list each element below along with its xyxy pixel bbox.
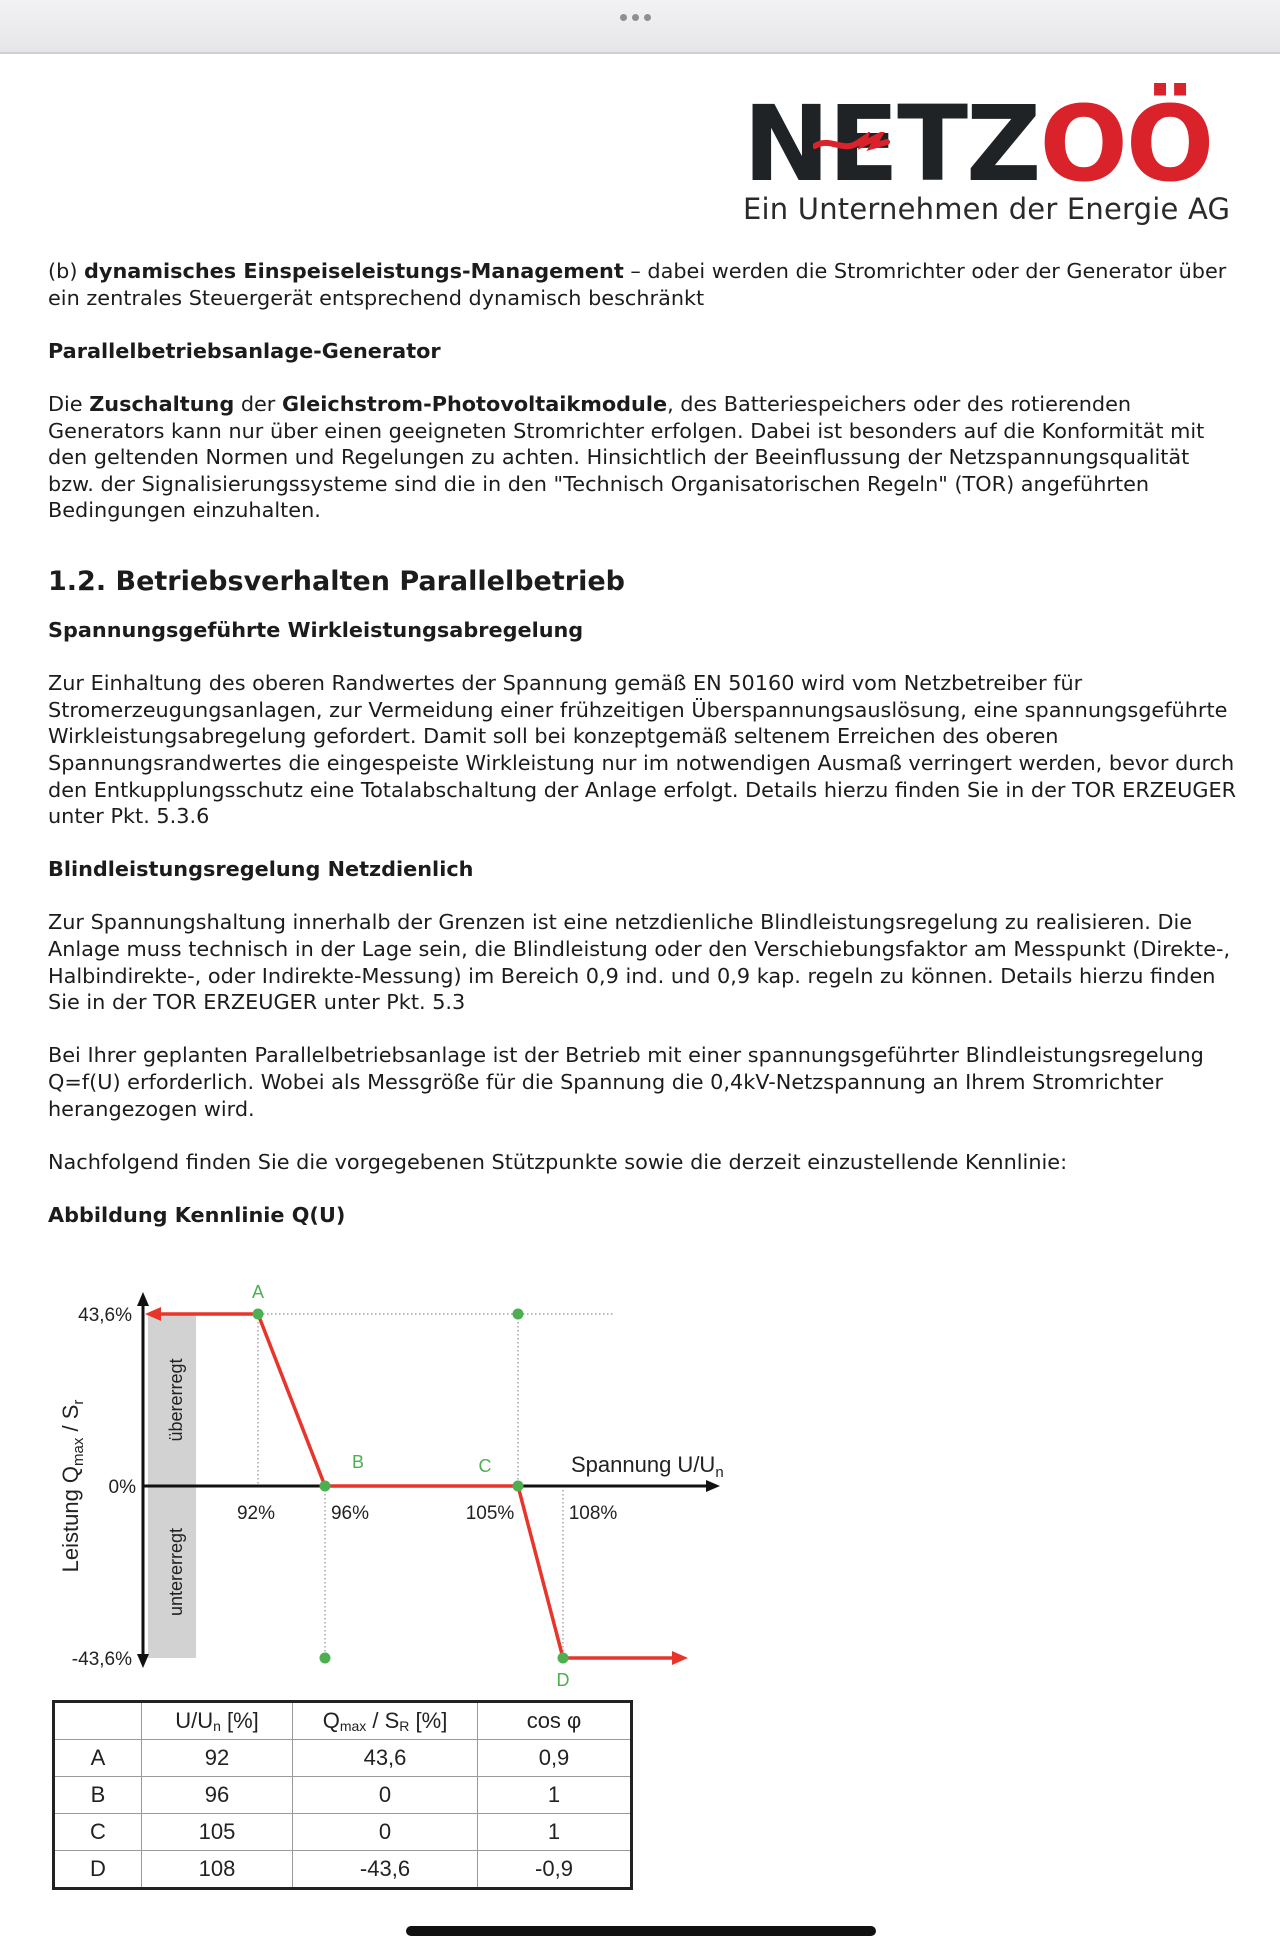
bold-run: Zuschaltung (89, 391, 235, 416)
table-cell: 1 (478, 1777, 632, 1814)
logo-wordmark (743, 83, 1223, 205)
logo-word-netz: NETZ (743, 83, 1040, 205)
point-label-c: C (478, 1456, 492, 1476)
table-header-cell (142, 1702, 293, 1740)
y-axis-arrow-down (137, 1654, 149, 1668)
series-arrow-right (672, 1651, 688, 1665)
table-row (54, 1814, 632, 1851)
wirkleistung-paragraph: Zur Einhaltung des oberen Randwertes der Spannung gemäß EN 50160 wird vom Netzbetreiber für Stromerzeugungsanlagen, zur Vermeidung einer frühzeitigen Überspannungsauslösung, eine spannungsgeführte Wirkleistungsabregelung gefordert. Damit soll bei konzeptgemäß seltenem Erreichen des oberen Spannungsrandwertes die eingespeiste Wirkleistung nur im notwendigen Ausmaß verringert werden, bevor durch den Entkupplungsschutz eine Totalabschaltung der Anlage erfolgt. Details hierzu finden Sie in der TOR ERZEUGER unter Pkt. 5.3.6 (48, 671, 1237, 829)
section-title: 1.2. Betriebsverhalten Parallelbetrieb (48, 565, 625, 597)
table-header-row (54, 1702, 632, 1740)
bold-run: Gleichstrom-Photovoltaikmodule (281, 391, 668, 416)
header-text: / S (366, 1708, 400, 1733)
y-tick-label: -43,6% (71, 1649, 132, 1670)
item-b-prefix: (b) (48, 259, 85, 283)
viewer-toolbar (0, 0, 1280, 54)
document-body (48, 258, 1238, 1255)
support-points-table-wrap (52, 1700, 633, 1890)
guide-marker-top (513, 1309, 524, 1320)
generator-paragraph (48, 391, 1238, 524)
band-label-lower: untererregt (166, 1527, 186, 1617)
table-cell: C (54, 1814, 142, 1851)
more-options-icon[interactable] (620, 14, 651, 21)
data-point-d (558, 1653, 569, 1664)
header-sub: n (213, 1718, 221, 1734)
x-tick-label: 92% (236, 1503, 276, 1524)
heading-wirkleistung: Spannungsgeführte Wirkleistungsabregelung (48, 617, 584, 642)
table-row (54, 1777, 632, 1814)
y-tick-label: 0% (108, 1477, 136, 1498)
x-tick-label: 108% (568, 1503, 618, 1524)
item-b-bold: dynamisches Einspeiseleistungs-Management (84, 259, 624, 283)
table-cell: 0,9 (478, 1740, 632, 1777)
table-cell: 105 (142, 1814, 293, 1851)
table-cell: D (54, 1851, 142, 1889)
table-header-cell (293, 1702, 478, 1740)
x-tick-label: 105% (465, 1503, 515, 1524)
table-cell: -43,6 (293, 1851, 478, 1889)
heading-figure: Abbildung Kennlinie Q(U) (48, 1203, 346, 1227)
logo-subtitle: Ein Unternehmen der Energie AG (743, 192, 1231, 226)
header-sub: R (399, 1718, 410, 1734)
header-text: [%] (220, 1708, 259, 1733)
data-point-b (320, 1481, 331, 1492)
blindleistung-paragraph-3: Nachfolgend finden Sie die vorgegebenen Stützpunkte sowie die derzeit einzustellende Kennlinie: (48, 1149, 1068, 1174)
data-point-a (253, 1309, 264, 1320)
header-text: Q (322, 1708, 340, 1733)
table-cell: 108 (142, 1851, 293, 1889)
company-logo (743, 83, 1231, 226)
data-point-c (513, 1481, 524, 1492)
y-tick-label: 43,6% (78, 1305, 132, 1326)
header-sub: max (339, 1718, 367, 1734)
point-label-b: B (351, 1452, 365, 1472)
guide-marker-bottom (320, 1653, 331, 1664)
item-b-text: – dabei werden die Stromrichter oder der Generator über ein zentrales Steuergerät entsprechend dynamisch beschränkt (48, 259, 1227, 310)
table-cell: A (54, 1740, 142, 1777)
table-cell: 0 (293, 1814, 478, 1851)
y-axis-arrow-up (137, 1292, 149, 1306)
home-indicator[interactable] (406, 1926, 876, 1936)
point-label-d: D (556, 1670, 570, 1690)
header-text: U/U (175, 1708, 214, 1733)
lightning-icon (813, 132, 893, 156)
qu-characteristic-chart (48, 1278, 768, 1698)
table-cell: B (54, 1777, 142, 1814)
x-axis-label: Spannung $U/U_n$ (571, 1452, 724, 1481)
text-run: , des Batteriespeichers oder des rotierenden Generators kann nur über einen geeigneten Stromrichter erfolgen. Dabei ist besonders auf die Konformität mit den geltenden Normen und Regelungen zu achten. Hinsichtlich der Beeinflussung der Netzspannungsqualität bzw. der Signalisierungssysteme sind die in den "Technisch Organisatorischen Regeln" (TOR) angeführten Bedingungen einzuhalten. (48, 391, 1205, 523)
y-axis-label: Leistung $Q_{max} / S_r$ (58, 1399, 87, 1573)
table-row (54, 1740, 632, 1777)
heading-blindleistung: Blindleistungsregelung Netzdienlich (48, 857, 474, 882)
text-run: der (234, 391, 282, 416)
table-cell: 92 (142, 1740, 293, 1777)
table-cell: -0,9 (478, 1851, 632, 1889)
point-label-a: A (251, 1282, 265, 1302)
table-cell: 0 (293, 1777, 478, 1814)
support-points-table (52, 1700, 633, 1890)
band-label-upper: übererregt (166, 1358, 186, 1442)
blindleistung-paragraph-2: Bei Ihrer geplanten Parallelbetriebsanlage ist der Betrieb mit einer spannungsgeführter Blindleistungsregelung Q=f(U) erforderlich. Wobei als Messgröße für die Spannung die 0,4kV-Netzspannung an Ihrem Stromrichter herangezogen wird. (48, 1043, 1204, 1121)
logo-word-oo: OÖ (1039, 83, 1213, 205)
blindleistung-paragraph-1: Zur Spannungshaltung innerhalb der Grenzen ist eine netzdienliche Blindleistungsregelung zu realisieren. Die Anlage muss technisch in der Lage sein, die Blindleistung oder den Verschiebungsfaktor am Messpunkt (Direkte-, Halbindirekte-, oder Indirekte-Messung) im Bereich 0,9 ind. und 0,9 kap. regeln zu können. Details hierzu finden Sie in der TOR ERZEUGER unter Pkt. 5.3 (48, 910, 1231, 1015)
x-tick-label: 96% (330, 1503, 370, 1524)
header-text: [%] (409, 1708, 448, 1733)
table-cell: 96 (142, 1777, 293, 1814)
table-cell: 1 (478, 1814, 632, 1851)
heading-generator: Parallelbetriebsanlage-Generator (48, 338, 441, 363)
x-axis-arrow (706, 1480, 720, 1492)
table-header-cell (54, 1702, 142, 1740)
table-cell: 43,6 (293, 1740, 478, 1777)
table-row (54, 1851, 632, 1889)
table-header-cell: cos φ (478, 1702, 632, 1740)
item-b-paragraph (48, 258, 1238, 311)
text-run: Die (48, 391, 90, 416)
